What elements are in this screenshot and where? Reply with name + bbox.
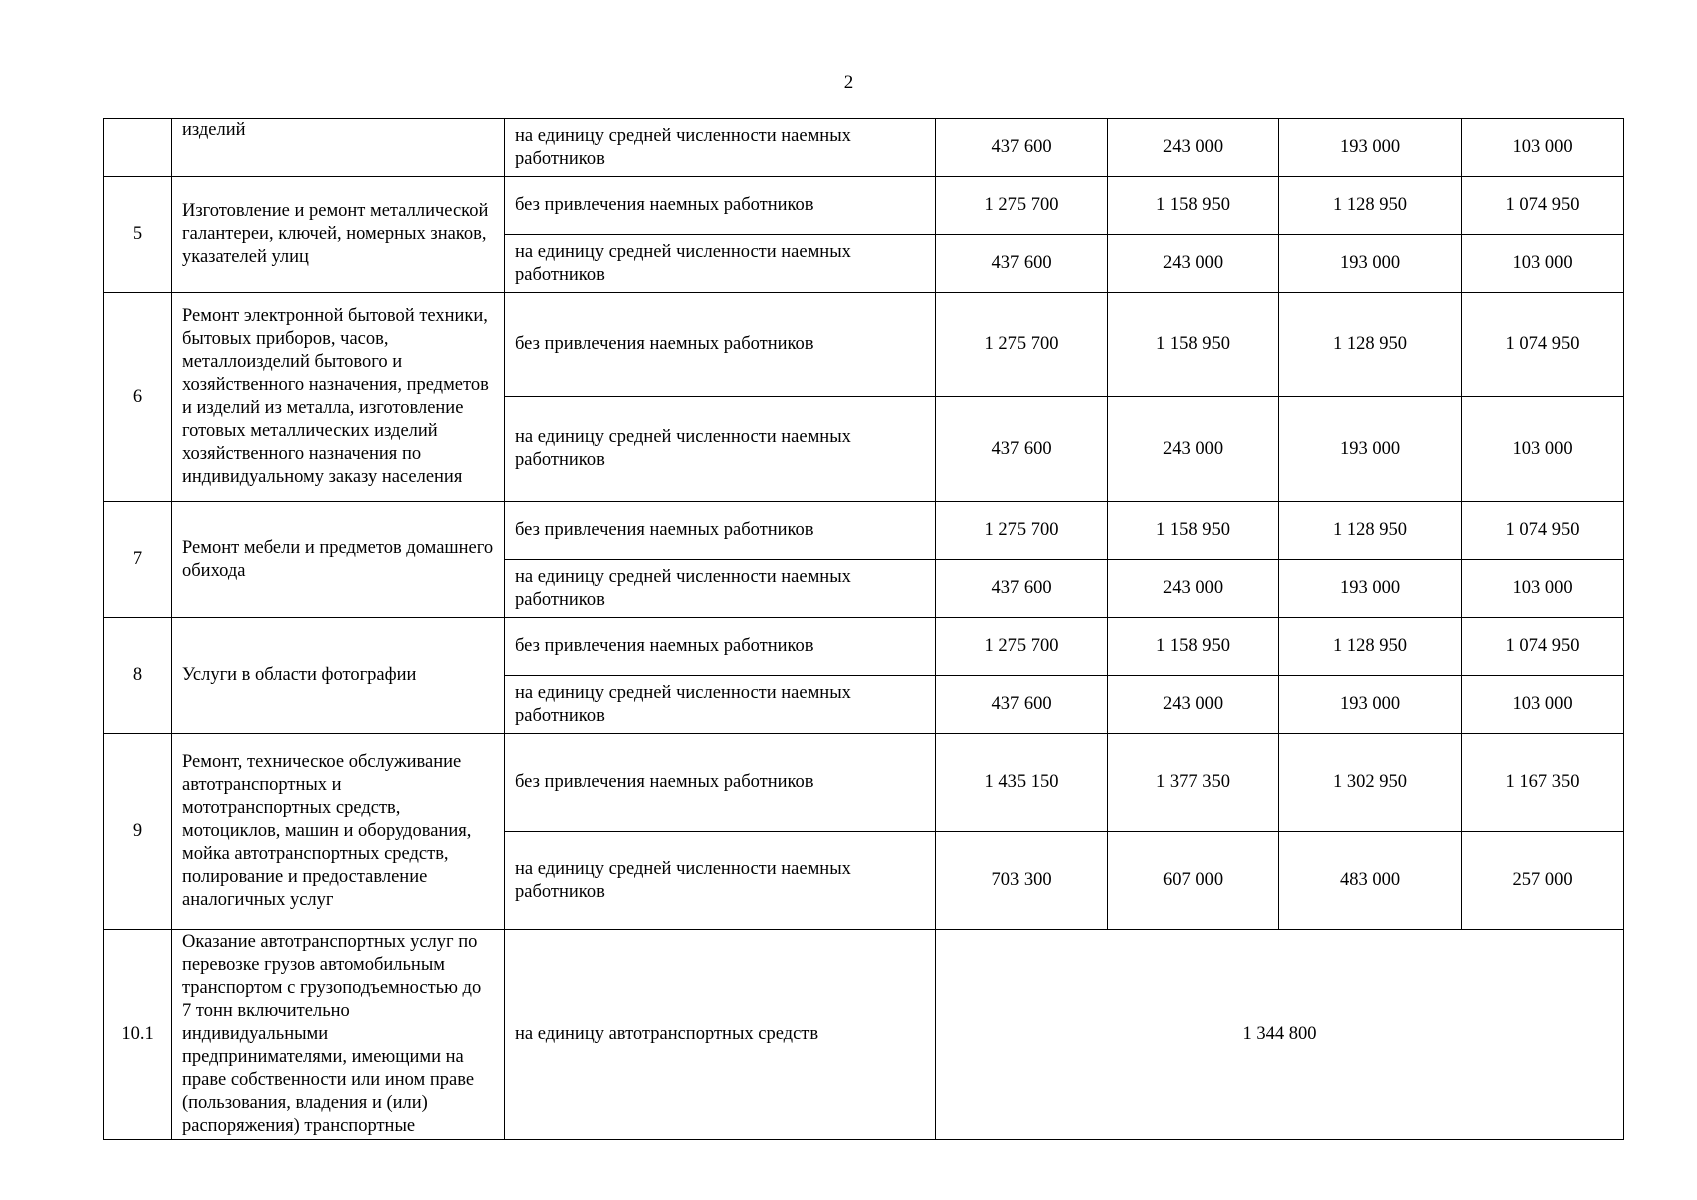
employment-condition: на единицу средней численности наемных работников bbox=[505, 397, 936, 502]
employment-condition: на единицу средней численности наемных работников bbox=[505, 832, 936, 930]
employment-condition: без привлечения наемных работников bbox=[505, 734, 936, 832]
value-cell-4: 1 074 950 bbox=[1462, 502, 1624, 560]
value-cell-3: 1 128 950 bbox=[1279, 618, 1462, 676]
value-cell-4: 103 000 bbox=[1462, 676, 1624, 734]
value-cell-1: 1 275 700 bbox=[936, 177, 1108, 235]
activity-description: Оказание автотранспортных услуг по перевозке грузов автомобильным транспортом с грузоподъемностью до 7 тонн включительно индивидуальными предпринимателями, имеющими на праве собственности или ином праве (пользования, владения и (или) распоряжения) транспортные bbox=[172, 930, 505, 1140]
value-cell-1: 437 600 bbox=[936, 119, 1108, 177]
row-number: 6 bbox=[104, 293, 172, 502]
row-number: 8 bbox=[104, 618, 172, 734]
employment-condition: на единицу средней численности наемных работников bbox=[505, 235, 936, 293]
value-cell-4: 1 074 950 bbox=[1462, 177, 1624, 235]
employment-condition: без привлечения наемных работников bbox=[505, 618, 936, 676]
value-cell-3: 1 128 950 bbox=[1279, 177, 1462, 235]
value-cell-1: 1 435 150 bbox=[936, 734, 1108, 832]
value-cell-2: 1 377 350 bbox=[1108, 734, 1279, 832]
value-cell-4: 103 000 bbox=[1462, 560, 1624, 618]
employment-condition: без привлечения наемных работников bbox=[505, 293, 936, 397]
row-number: 5 bbox=[104, 177, 172, 293]
value-cell-2: 1 158 950 bbox=[1108, 293, 1279, 397]
activity-description: Услуги в области фотографии bbox=[172, 618, 505, 734]
value-cell-3: 1 128 950 bbox=[1279, 293, 1462, 397]
value-cell-4: 103 000 bbox=[1462, 235, 1624, 293]
value-cell-4: 1 167 350 bbox=[1462, 734, 1624, 832]
employment-condition: на единицу средней численности наемных работников bbox=[505, 119, 936, 177]
row-number bbox=[104, 119, 172, 177]
value-cell-2: 243 000 bbox=[1108, 397, 1279, 502]
value-cell-3: 483 000 bbox=[1279, 832, 1462, 930]
value-cell-1: 437 600 bbox=[936, 397, 1108, 502]
value-cell-2: 243 000 bbox=[1108, 235, 1279, 293]
employment-condition: на единицу средней численности наемных работников bbox=[505, 676, 936, 734]
activity-description: Ремонт электронной бытовой техники, бытовых приборов, часов, металлоизделий бытового и хозяйственного назначения, предметов и изделий из металла, изготовление готовых металлических изделий хозяйственного назначения по индивидуальному заказу населения bbox=[172, 293, 505, 502]
page-number: 2 bbox=[843, 72, 854, 93]
activity-description: Изготовление и ремонт металлической галантереи, ключей, номерных знаков, указателей улиц bbox=[172, 177, 505, 293]
table-row bbox=[104, 177, 1624, 235]
employment-condition: на единицу автотранспортных средств bbox=[505, 930, 936, 1140]
table-row bbox=[104, 618, 1624, 676]
value-cell-4: 1 074 950 bbox=[1462, 293, 1624, 397]
table-row bbox=[104, 502, 1624, 560]
value-cell-3: 193 000 bbox=[1279, 560, 1462, 618]
employment-condition: без привлечения наемных работников bbox=[505, 502, 936, 560]
row-number: 7 bbox=[104, 502, 172, 618]
table-row bbox=[104, 734, 1624, 832]
activity-description: Ремонт мебели и предметов домашнего обихода bbox=[172, 502, 505, 618]
employment-condition: на единицу средней численности наемных работников bbox=[505, 560, 936, 618]
value-cell-1: 1 275 700 bbox=[936, 618, 1108, 676]
value-cell-1: 437 600 bbox=[936, 560, 1108, 618]
table-row bbox=[104, 119, 1624, 177]
value-cell-3: 193 000 bbox=[1279, 397, 1462, 502]
value-cell-3: 193 000 bbox=[1279, 235, 1462, 293]
value-cell-4: 257 000 bbox=[1462, 832, 1624, 930]
value-cell-1: 1 275 700 bbox=[936, 502, 1108, 560]
value-cell-3: 1 128 950 bbox=[1279, 502, 1462, 560]
row-number: 9 bbox=[104, 734, 172, 930]
value-cell-2: 1 158 950 bbox=[1108, 177, 1279, 235]
table-row bbox=[104, 930, 1624, 1140]
value-cell-1: 1 275 700 bbox=[936, 293, 1108, 397]
activity-description: Ремонт, техническое обслуживание автотранспортных и мототранспортных средств, мотоциклов, машин и оборудования, мойка автотранспортных средств, полирование и предоставление аналогичных услуг bbox=[172, 734, 505, 930]
employment-condition: без привлечения наемных работников bbox=[505, 177, 936, 235]
value-cell-2: 243 000 bbox=[1108, 676, 1279, 734]
value-cell-4: 103 000 bbox=[1462, 119, 1624, 177]
activity-description: изделий bbox=[172, 119, 505, 177]
table-body bbox=[104, 119, 1624, 1140]
value-cell-3: 193 000 bbox=[1279, 119, 1462, 177]
value-cell-1: 437 600 bbox=[936, 676, 1108, 734]
table-row bbox=[104, 293, 1624, 397]
row-number: 10.1 bbox=[104, 930, 172, 1140]
value-cell-2: 243 000 bbox=[1108, 560, 1279, 618]
value-cell-2: 1 158 950 bbox=[1108, 618, 1279, 676]
value-cell-4: 1 074 950 bbox=[1462, 618, 1624, 676]
value-cell-1: 703 300 bbox=[936, 832, 1108, 930]
value-cell-2: 243 000 bbox=[1108, 119, 1279, 177]
value-cell-2: 607 000 bbox=[1108, 832, 1279, 930]
value-cell-3: 193 000 bbox=[1279, 676, 1462, 734]
merged-value-cell: 1 344 800 bbox=[936, 930, 1624, 1140]
value-cell-4: 103 000 bbox=[1462, 397, 1624, 502]
value-cell-3: 1 302 950 bbox=[1279, 734, 1462, 832]
value-cell-2: 1 158 950 bbox=[1108, 502, 1279, 560]
value-cell-1: 437 600 bbox=[936, 235, 1108, 293]
tax-rates-table bbox=[103, 118, 1624, 1140]
